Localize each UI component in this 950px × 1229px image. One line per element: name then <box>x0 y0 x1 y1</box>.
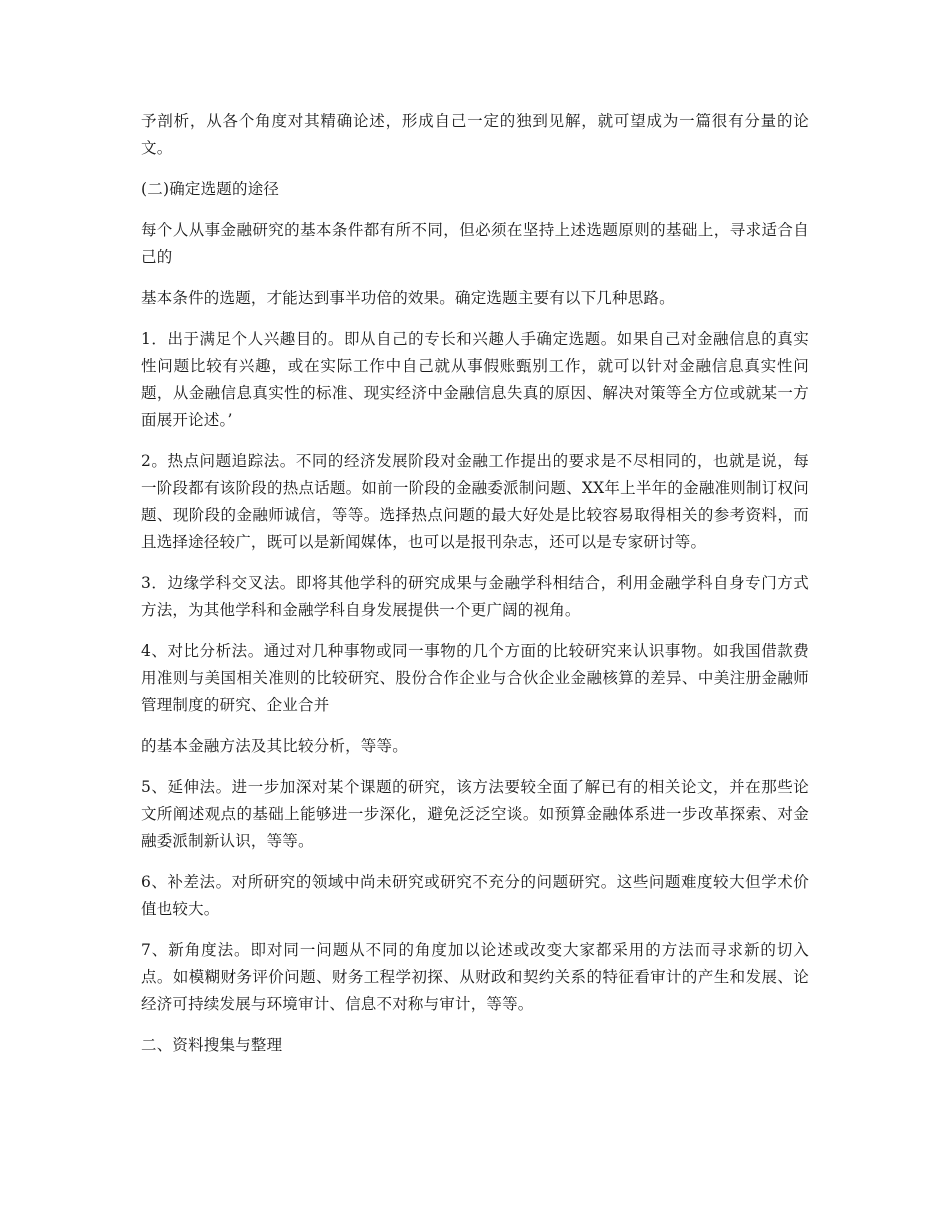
paragraph-method-5: 5、延伸法。进一步加深对某个课题的研究，该方法要较全面了解已有的相关论文，并在那些论文所阐述观点的基础上能够进一步深化，避免泛泛空谈。如预算金融体系进一步改革探索、对金融委派制新认识，等等。 <box>141 778 809 850</box>
paragraph-method-2: 2。热点问题追踪法。不同的经济发展阶段对金融工作提出的要求是不尽相同的，也就是说，每一阶段都有该阶段的热点话题。如前一阶段的金融委派制问题、XX年上半年的金融准则制订权问题、现阶段的金融师诚信，等等。选择热点问题的最大好处是比较容易取得相关的参考资料，而且选择途径较广，既可以是新闻媒体，也可以是报刊杂志，还可以是专家研讨等。 <box>141 452 809 551</box>
paragraph-method-1: 1．出于满足个人兴趣目的。即从自己的专长和兴趣人手确定选题。如果自己对金融信息的真实性问题比较有兴趣，或在实际工作中自己就从事假账甄别工作，就可以针对金融信息真实性问题，从金融信息真实性的标准、现实经济中金融信息失真的原因、解决对策等全方位或就某一方面展开论述。’ <box>141 330 809 429</box>
document-page <box>141 108 809 1073</box>
paragraph-method-4-continued: 的基本金融方法及其比较分析，等等。 <box>141 737 408 755</box>
paragraph-method-7: 7、新角度法。即对同一问题从不同的角度加以论述或改变大家都采用的方法而寻求新的切入点。如模糊财务评价问题、财务工程学初探、从财政和契约关系的特征看审计的产生和发展、论经济可持续发展与环境审计、信息不对称与审计，等等。 <box>141 941 809 1013</box>
section-heading-topic-approaches: (二)确定选题的途径 <box>141 180 280 198</box>
paragraph-method-6: 6、补差法。对所研究的领域中尚未研究或研究不充分的问题研究。这些问题难度较大但学术价值也较大。 <box>141 873 809 918</box>
paragraph-method-4: 4、对比分析法。通过对几种事物或同一事物的几个方面的比较研究来认识事物。如我国借款费用准则与美国相关准则的比较研究、股份合作企业与合伙企业金融核算的差异、中美注册金融师管理制度的研究、企业合并 <box>141 642 809 714</box>
paragraph-intro: 每个人从事金融研究的基本条件都有所不同，但必须在坚持上述选题原则的基础上，寻求适合自己的 <box>141 221 809 266</box>
paragraph-intro-continued: 基本条件的选题，才能达到事半功倍的效果。确定选题主要有以下几种思路。 <box>141 289 675 307</box>
paragraph-method-3: 3．边缘学科交叉法。即将其他学科的研究成果与金融学科相结合，利用金融学科自身专门方式方法，为其他学科和金融学科自身发展提供一个更广阔的视角。 <box>141 574 809 619</box>
paragraph-continuation: 予剖析，从各个角度对其精确论述，形成自己一定的独到见解，就可望成为一篇很有分量的论文。 <box>141 112 809 157</box>
section-heading-data-collection: 二、资料搜集与整理 <box>141 1036 283 1054</box>
